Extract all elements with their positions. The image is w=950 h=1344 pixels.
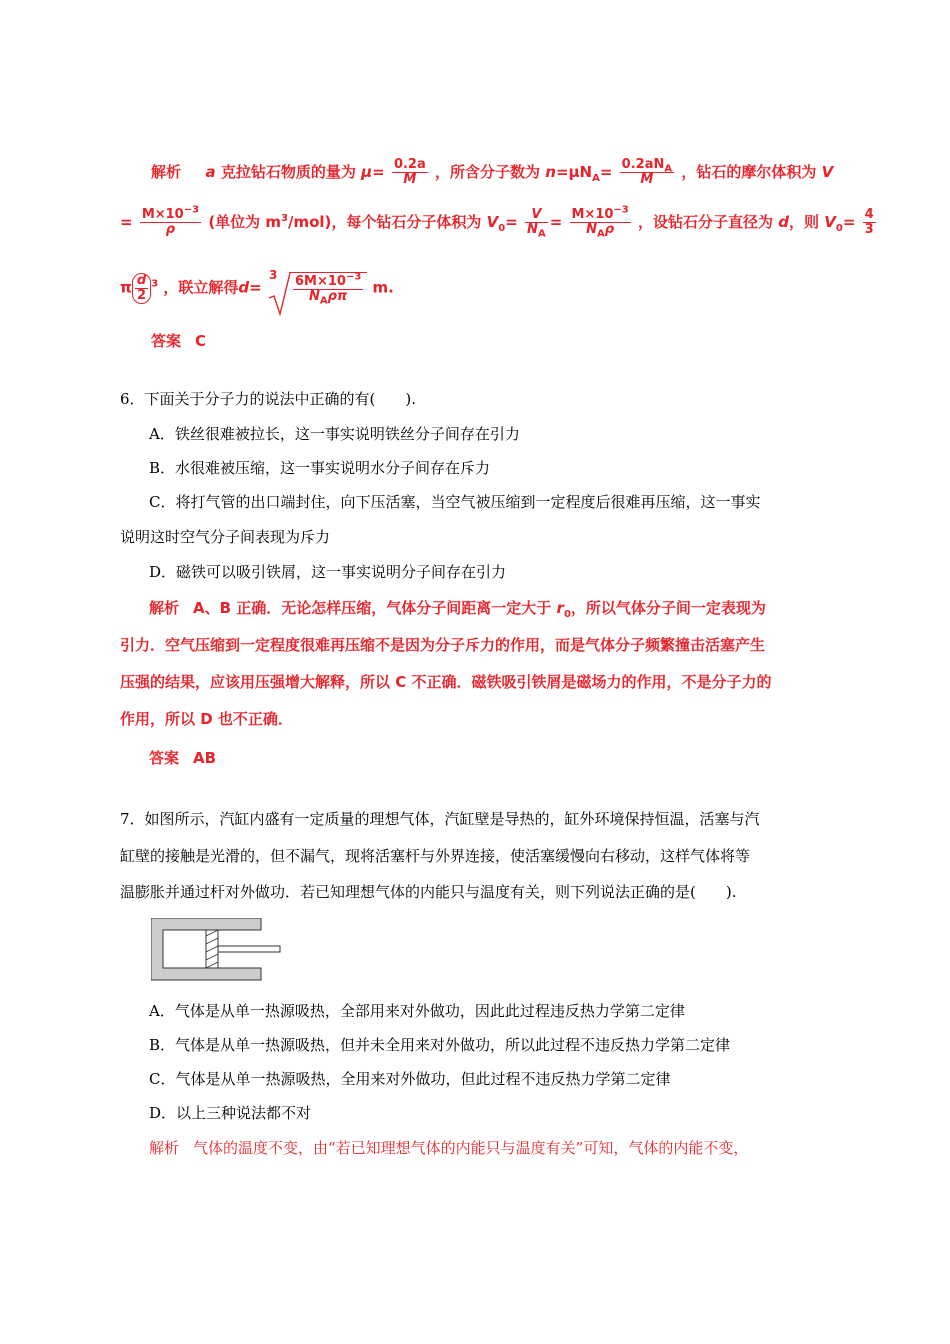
q7-stem-line3: 温膨胀并通过杆对外做功．若已知理想气体的内能只与温度有关，则下列说法正确的是( ). (120, 883, 737, 901)
q6-answer: 答案 AB (149, 749, 217, 767)
q6-option-b: B．水很难被压缩，这一事实说明水分子间存在斥力 (149, 459, 491, 477)
cylinder-piston-diagram-icon (151, 918, 283, 982)
q7-stem-line2: 缸壁的接触是光滑的，但不漏气，现将活塞杆与外界连接，使活塞缓慢向右移动，这样气体将等 (120, 847, 751, 865)
cube-root: 3 $\frac{6M\times 10^{-3}}{N_A\rho\pi}$ (267, 272, 367, 304)
sol5-label: 解析 (151, 163, 182, 181)
q7-option-c: C．气体是从单一热源吸热，全用来对外做功，但此过程不违反热力学第二定律 (149, 1070, 671, 1088)
q6-option-c-cont: 说明这时空气分子间表现为斥力 (120, 528, 331, 546)
q7-option-b: B．气体是从单一热源吸热，但并未全用来对外做功，所以此过程不违反热力学第二定律 (149, 1036, 731, 1054)
fraction: $\frac{M\times 10^{-3}}{\rho}$ (141, 204, 200, 237)
q7-solution-line1: 解析 气体的温度不变，由“若已知理想气体的内能只与温度有关”可知，气体的内能不变， (149, 1139, 749, 1157)
fraction: $\frac{0.2aN_A}{M}$ (621, 157, 673, 187)
q6-option-a: A．铁丝很难被拉长，这一事实说明铁丝分子间存在引力 (149, 425, 520, 443)
fraction: $\frac{M\times 10^{-3}}{N_A\rho}$ (571, 204, 629, 240)
q7-option-a: A．气体是从单一热源吸热，全部用来对外做功，因此此过程违反热力学第二定律 (149, 1002, 685, 1020)
q7-option-d: D．以上三种说法都不对 (149, 1104, 312, 1122)
q6-solution-line1: 解析 A、B 正确．无论怎样压缩，气体分子间距离一定大于 $r_0$，所以气体分子间一定表现为 (149, 599, 766, 620)
q6-solution-line4: 作用，所以 D 也不正确． (120, 710, 293, 728)
sol5-answer: 答案 C (151, 332, 207, 350)
sol5-line2: = $\frac{M\times 10^{-3}}{\rho}$ (单位为 $m^3/mol$)，每个钻石分子体积为 $V_0=$ $\frac{V}{N_A}$ = $\frac{M\times 10^{-3}}{N_A\rho}$ ，设钻石分子直径为 d，则 $V_0=$ $\frac{4}{3}$ (120, 204, 874, 240)
q6-stem: 6．下面关于分子力的说法中正确的有( ). (120, 390, 417, 408)
sol5-line3: π $\frac{d}{2}$ $^3$ ，联立解得d= 3 $\frac{6M\times 10^{-3}}{N_A\rho\pi}$ m. (120, 272, 394, 304)
q6-solution-line2: 引力．空气压缩到一定程度很难再压缩不是因为分子斥力的作用，而是气体分子频繁撞击活塞产生 (120, 636, 766, 654)
fraction: $\frac{4}{3}$ (864, 207, 874, 237)
sol5-line1: 解析 a 克拉钻石物质的量为 μ= $\frac{0.2a}{M}$ ，所含分子数为 $n=\mu N_A=$ $\frac{0.2aN_A}{M}$ ，钻石的摩尔体积为 V (151, 157, 834, 187)
fraction: $\frac{V}{N_A}$ (527, 207, 546, 240)
q6-solution-line3: 压强的结果，应该用压强增大解释，所以 C 不正确．磁铁吸引铁屑是磁场力的作用，不是分子力的 (120, 673, 772, 691)
q7-stem-line1: 7．如图所示，汽缸内盛有一定质量的理想气体，汽缸壁是导热的，缸外环境保持恒温，活塞与汽 (120, 810, 760, 828)
fraction: $\frac{0.2a}{M}$ (393, 157, 426, 187)
q6-option-c: C．将打气管的出口端封住，向下压活塞，当空气被压缩到一定程度后很难再压缩，这一事实 (149, 493, 761, 511)
radical-sign-icon (267, 272, 291, 316)
paren-group: $\frac{d}{2}$ (132, 273, 151, 304)
q6-option-d: D．磁铁可以吸引铁屑，这一事实说明分子间存在引力 (149, 563, 507, 581)
